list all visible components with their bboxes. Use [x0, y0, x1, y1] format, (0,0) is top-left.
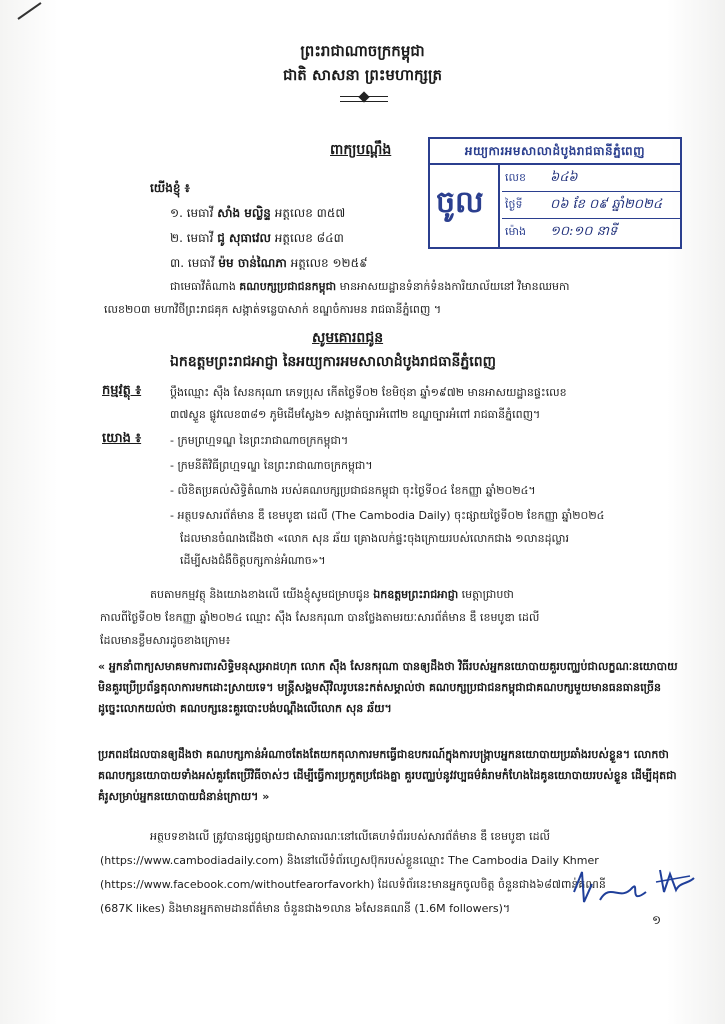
stamp-label: ម៉ោង [505, 225, 526, 238]
para2-line: (https://www.facebook.com/withoutfearorfavorkh) ដែលទំព័រនេះមានអ្នកចូលចិត្ត ចំនួនជាង៦៨៧ពាន់គណនី [100, 878, 606, 891]
doc-title: ពាក្យបណ្ដឹង [330, 142, 392, 158]
plaintiff-item [170, 252, 368, 274]
header-ornament [340, 96, 388, 102]
page-number: ១ [652, 913, 662, 927]
plaintiff-id: អត្តលេខ ៨៤៣ [274, 231, 344, 245]
stamp-label: ថ្ងៃទី [505, 198, 523, 211]
reference-item-cont: ដើម្បីសងជំងឺចិត្តបក្សកាន់អំណាច»។ [180, 554, 326, 567]
para1-line: ដែលមានខ្លឹមសារដូចខាងក្រោម៖ [100, 634, 231, 647]
para2-line: (https://www.cambodiadaily.com) និងនៅលើទំព័រហ្វេសប៊ុករបស់ខ្លួនឈ្មោះ The Cambodia Daily Khmer [100, 854, 599, 867]
reference-item: - ក្រមព្រហ្មទណ្ឌ នៃព្រះរាជាណាចក្រកម្ពុជា។ [170, 434, 349, 447]
plaintiff-item [170, 202, 345, 224]
subject-text: ប្ដឹងឈ្មោះ ស៊ឹង សែនករុណា ភេទប្រុស កើតថ្ងៃទី០២ ខែមិថុនា ឆ្នាំ១៩៧២ មានអាសយដ្ឋានផ្ទះលេខ [170, 386, 567, 399]
representation-line [170, 276, 569, 298]
stamp-received-word: ចូល [436, 185, 484, 220]
quote-paragraph: « អ្នកនាំពាក្យសមាគមការពារសិទ្ធិមនុស្សអាដហុក លោក ស៊ឹង សែនករុណា បានឲ្យដឹងថា វិធីរបស់អ្នកនយោបាយគួរបញ្ឈប់ជាលក្ខណៈនយោបាយ មិនគួរប្រើប្រព័ន្ធតុលាការមកដោះស្រាយទេ។ មន្ត្រីសង្គមស៊ីវិលរូបនេះកត់សម្គាល់ថា គណបក្សប្រជាជនកម្ពុជាជាគណបក្សមួយមានធនធានច្រើន ដូច្នេះលោកយល់ថា គណបក្សនេះគួរបោះបង់បណ្ដឹងលើលោក សុន ឆ័យ។ [98, 660, 678, 715]
pen-mark [17, 2, 41, 20]
para-text: មេត្តាជ្រាបថា [461, 588, 514, 601]
plaintiff-number: ២. [170, 231, 183, 245]
para1-line [150, 584, 514, 606]
para-bold: ឯកឧត្តមព្រះរាជអាជ្ញា [373, 588, 459, 601]
stamp-header: អយ្យការអមសាលាដំបូងរាជធានីភ្នំពេញ [430, 139, 680, 165]
plaintiff-id: អត្តលេខ ១២៥៩ [290, 256, 368, 270]
reference-item: - ក្រមនីតិវិធីព្រហ្មទណ្ឌ នៃព្រះរាជាណាចក្រកម្ពុជា។ [170, 459, 373, 472]
para1-line: កាលពីថ្ងៃទី០២ ខែកញ្ញា ឆ្នាំ២០២៤ ឈ្មោះ ស៊ឹង សែនករុណា បានថ្លែងតាមរយៈសារព័ត៌មាន ឌឹ ខេមបូឌា ដេលី [100, 611, 540, 624]
stamp-label: លេខ [505, 171, 526, 184]
address-line: លេខ២០៣ មហាវិថីព្រះរាជគុក សង្កាត់ទន្លេបាសាក់ ខណ្ឌចំការមន រាជធានីភ្នំពេញ ។ [104, 303, 442, 316]
reference-item: - អត្ថបទសារព័ត៌មាន ឌឹ ខេមបូឌា ដេលី (The Cambodia Daily) ចុះផ្សាយថ្ងៃទី០២ ខែកញ្ញា ឆ្នាំ២០២៤ [170, 509, 605, 522]
addressee-line: ឯកឧត្តមព្រះរាជអាជ្ញា នៃអយ្យការអមសាលាដំបូងរាជធានីភ្នំពេញ [170, 354, 496, 370]
plaintiff-title: មេធាវី [187, 256, 215, 270]
quote-paragraph: ប្រភពដដែលបានឲ្យដឹងថា គណបក្សកាន់អំណាចតែងតែយកតុលាការមកធ្វើជាឧបករណ៍ក្នុងការបង្ក្រាបអ្នកនយោបាយប្រឆាំងរបស់ខ្លួន។ លោកថា គណបក្សនយោបាយទាំងអស់គួរតែប្រើវិធីចាស់ៗ ដើម្បីធ្វើការប្រកួតប្រជែងគ្នា គួរបញ្ឈប់នូវវប្បធម៌គំរាមកំហែងដៃគូនយោបាយរបស់ខ្លួន ដើម្បីដុតជាគំរូសម្រាប់អ្នកនយោបាយជំនាន់ក្រោយ។ » [98, 748, 677, 803]
stamp-value: ១០:១០ នាទី [550, 224, 618, 239]
rep-text: មានអាសយដ្ឋានទំនាក់ទំនងការិយាល័យនៅ វិមានឈមកា [339, 280, 570, 293]
received-stamp [428, 137, 682, 249]
plaintiff-name: ម៉ម ចាន់ណៃភា [218, 256, 287, 270]
stamp-row-date [502, 192, 680, 219]
plaintiff-name: ជូ សុធាវេល [217, 231, 271, 245]
stamp-divider [498, 163, 500, 247]
para-text: តបតាមកម្មវត្ថុ និងយោងខាងលើ យើងខ្ញុំសូមជម្រាបជូន [150, 588, 370, 601]
plaintiff-number: ៣. [170, 256, 185, 270]
reference-label: យោង ៖ [102, 431, 142, 446]
reference-item: - លិខិតប្រគល់សិទ្ធិតំណាង របស់គណបក្សប្រជាជនកម្ពុជា ចុះថ្ងៃទី០៤ ខែកញ្ញា ឆ្នាំ២០២៤។ [170, 484, 536, 497]
para2-line: អត្ថបទខាងលើ ត្រូវបានផ្សព្វផ្សាយជាសាធារណៈនៅលើគេហទំព័ររបស់សារព័ត៌មាន ឌឹ ខេមបូឌា ដេលី [150, 830, 551, 843]
stamp-value: ៦៤៦ [550, 170, 578, 185]
plaintiff-name: សាំង មល្លិន្ទ [217, 206, 271, 220]
subject-text: ៣៧ស្ទួន ផ្លូវលេខ៣៨១ ភូមិដើមស្លែង១ សង្កាត់ច្បារអំពៅ២ ខណ្ឌច្បារអំពៅ រាជធានីភ្នំពេញ។ [170, 408, 541, 421]
plaintiff-item [170, 227, 344, 249]
plaintiff-title: មេធាវី [186, 231, 214, 245]
respect-line: សូមគោរពជូន [312, 330, 384, 346]
we-label: យើងខ្ញុំ ៖ [150, 181, 190, 195]
plaintiff-number: ១. [170, 206, 183, 220]
signature-marks [570, 862, 700, 912]
subject-label: កម្មវត្ថុ ៖ [102, 383, 142, 398]
plaintiff-id: អត្តលេខ ៣៥៧ [274, 206, 346, 220]
reference-item-cont: ដែលមានចំណងជើងថា «លោក សុន ឆ័យ គ្រោងលក់ផ្ទះចុងក្រោយរបស់លោកជាង ១លានដុល្លារ [180, 532, 570, 545]
para2-line: (687K likes) និងមានអ្នកតាមដានព័ត៌មាន ចំនួនជាង១លាន ៦សែនគណនី (1.6M followers)។ [100, 902, 511, 915]
party-name: គណបក្សប្រជាជនកម្ពុជា [239, 280, 337, 293]
stamp-row-number [502, 165, 680, 192]
motto-header: ជាតិ សាសនា ព្រះមហាក្សត្រ [283, 66, 442, 84]
stamp-value: ០៦ ខែ ០៩ ឆ្នាំ២០២៤ [550, 197, 663, 212]
kingdom-header: ព្រះរាជាណាចក្រកម្ពុជា [300, 42, 425, 60]
plaintiff-title: មេធាវី [186, 206, 214, 220]
rep-text: ជាមេធាវីតំណាង [170, 280, 236, 293]
stamp-row-time [502, 219, 680, 245]
